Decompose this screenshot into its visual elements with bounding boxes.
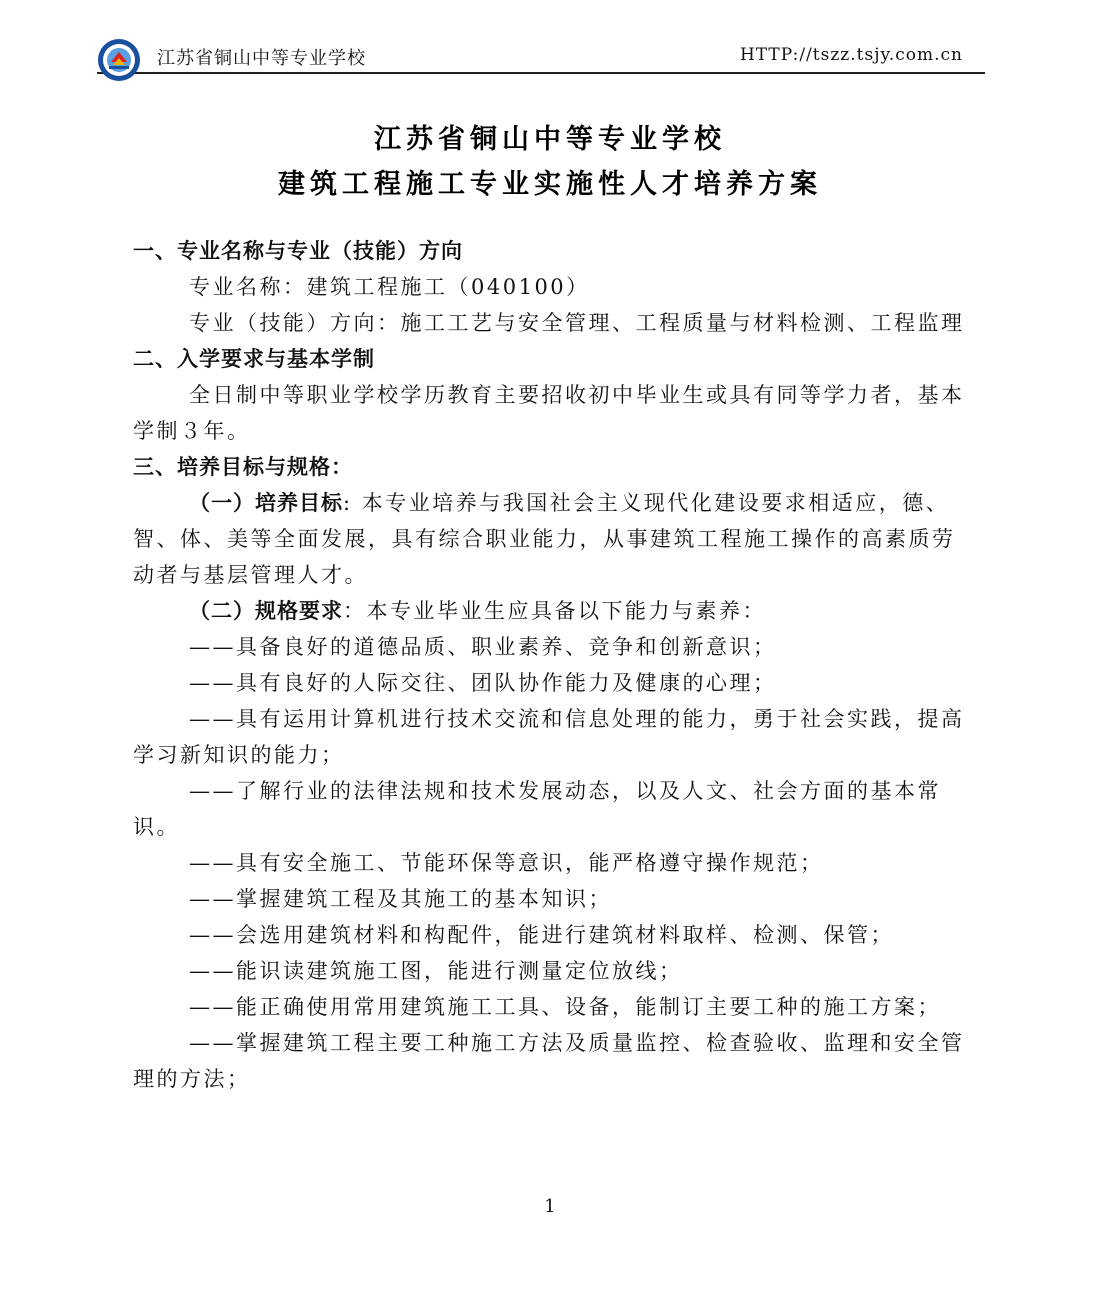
list-item: ——了解行业的法律法规和技术发展动态，以及人文、社会方面的基本常识。: [133, 779, 941, 839]
document-title-line2: 建筑工程施工专业实施性人才培养方案: [278, 169, 822, 200]
spec-label: （二）规格要求: [189, 599, 343, 623]
section-heading-3: 三、培养目标与规格：: [133, 455, 353, 479]
list-item: ——具备良好的道德品质、职业素养、竞争和创新意识；: [189, 635, 777, 659]
list-item: ——掌握建筑工程及其施工的基本知识；: [189, 887, 612, 911]
list-item: ——能正确使用常用建筑施工工具、设备，能制订主要工种的施工方案；: [189, 995, 941, 1019]
header-url: HTTP://tszz.tsjy.com.cn: [739, 45, 963, 65]
page-number: 1: [544, 1196, 556, 1217]
list-item: ——掌握建筑工程主要工种施工方法及质量监控、检查验收、监理和安全管理的方法；: [133, 1031, 965, 1091]
document-title-line1: 江苏省铜山中等专业学校: [374, 124, 726, 155]
document-body: [133, 233, 969, 1097]
list-item: ——具有运用计算机进行技术交流和信息处理的能力，勇于社会实践，提高学习新知识的能力；: [133, 707, 965, 767]
spec-text: ：本专业毕业生应具备以下能力与素养：: [343, 599, 766, 623]
list-item: ——具有安全施工、节能环保等意识，能严格遵守操作规范；: [189, 851, 824, 875]
school-logo-icon: [97, 38, 141, 82]
paragraph-spec: [133, 593, 969, 629]
list-item: ——能识读建筑施工图，能进行测量定位放线；: [189, 959, 683, 983]
goal-text: : 本专业培养与我国社会主义现代化建设要求相适应，德、智、体、美等全面发展，具有综合职业能力，从事建筑工程施工操作的高素质劳动者与基层管理人才。: [133, 491, 956, 587]
section-heading-2: 二、入学要求与基本学制: [133, 347, 375, 371]
header-school-name: 江苏省铜山中等专业学校: [157, 48, 366, 69]
paragraph: 专业（技能）方向：施工工艺与安全管理、工程质量与材料检测、工程监理: [189, 311, 965, 335]
section-heading-1: 一、专业名称与专业（技能）方向: [133, 239, 463, 263]
paragraph: 全日制中等职业学校学历教育主要招收初中毕业生或具有同等学力者，基本学制３年。: [133, 383, 965, 443]
paragraph-goal: [133, 485, 969, 593]
list-item: ——会选用建筑材料和构配件，能进行建筑材料取样、检测、保管；: [189, 923, 894, 947]
goal-label: （一）培养目标: [189, 491, 343, 515]
paragraph: 专业名称：建筑工程施工（040100）: [189, 275, 590, 299]
page-header: [97, 36, 985, 74]
list-item: ——具有良好的人际交往、团队协作能力及健康的心理；: [189, 671, 777, 695]
